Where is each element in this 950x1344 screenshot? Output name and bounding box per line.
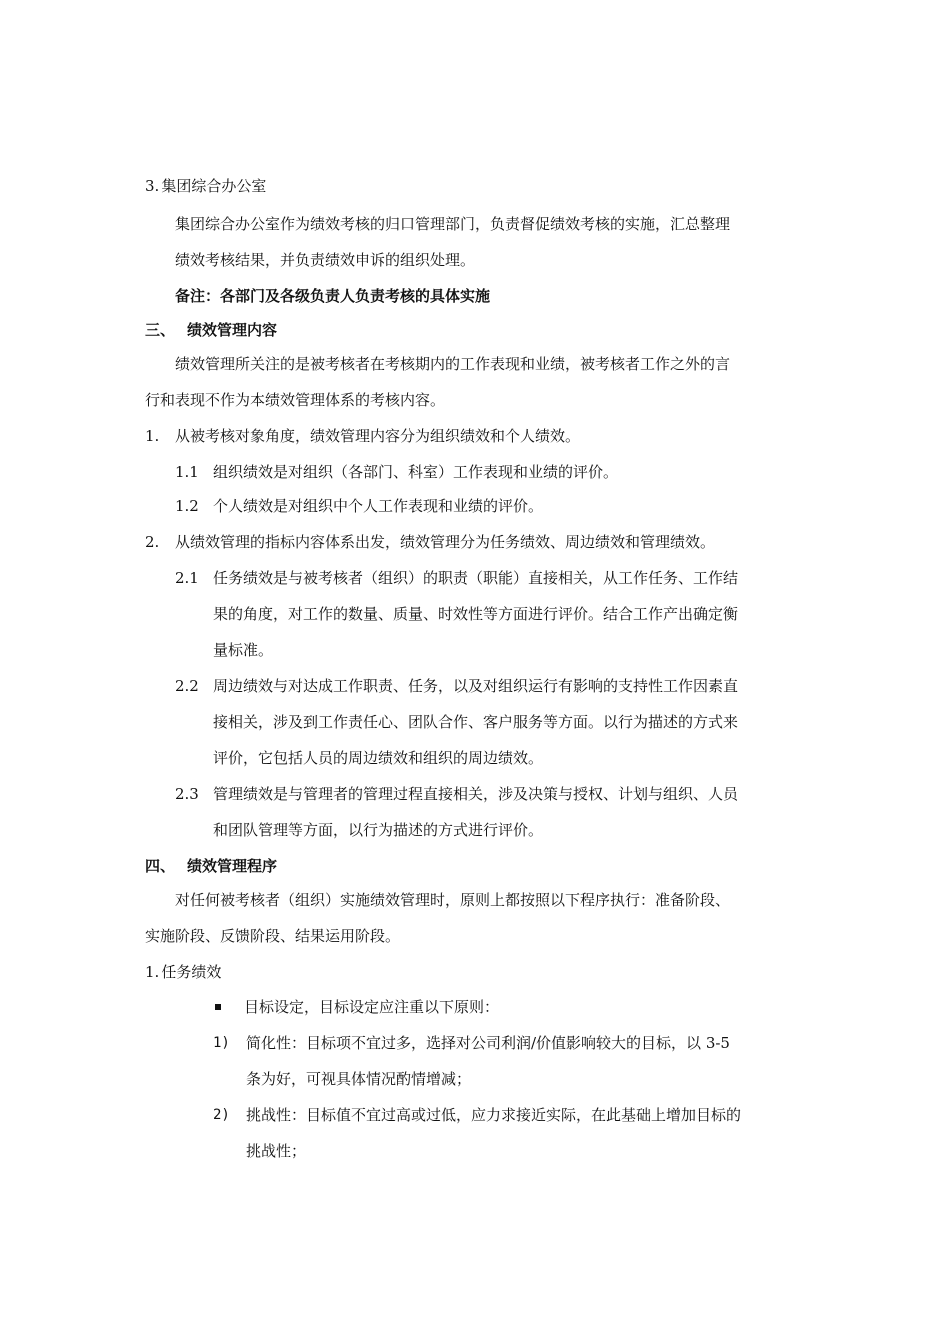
square-bullet-icon <box>215 1004 221 1010</box>
list-item-number: 1. <box>145 427 160 445</box>
sub-item-number: 2.1 <box>175 569 199 587</box>
sub-item-number: 1.2 <box>175 497 199 515</box>
paragraph-line: 对任何被考核者（组织）实施绩效管理时，原则上都按照以下程序执行：准备阶段、 <box>175 891 731 909</box>
heading-number: 四、 <box>145 857 176 875</box>
sub-item-number: 2.3 <box>175 785 199 803</box>
note-text: 备注：各部门及各级负责人负责考核的具体实施 <box>175 287 491 305</box>
list-item-text: 从被考核对象角度，绩效管理内容分为组织绩效和个人绩效。 <box>175 427 581 445</box>
sub-item-number: 1.1 <box>175 463 199 481</box>
sub-item-text: 果的角度，对工作的数量、质量、时效性等方面进行评价。结合工作产出确定衡 <box>213 605 739 623</box>
list-item-text: 从绩效管理的指标内容体系出发，绩效管理分为任务绩效、周边绩效和管理绩效。 <box>175 533 716 551</box>
sub-item-text: 评价，它包括人员的周边绩效和组织的周边绩效。 <box>213 749 544 767</box>
sub-item-text: 周边绩效与对达成工作职责、任务，以及对组织运行有影响的支持性工作因素直 <box>213 677 739 695</box>
principle-text: 简化性：目标项不宜过多，选择对公司利润/价值影响较大的目标，以 3-5 <box>246 1034 730 1052</box>
principle-number: 2) <box>213 1107 230 1123</box>
heading-title: 绩效管理内容 <box>187 321 278 339</box>
heading-number: 三、 <box>145 321 176 339</box>
paragraph-line: 实施阶段、反馈阶段、结果运用阶段。 <box>145 927 401 945</box>
principle-text: 条为好，可视具体情况酌情增减； <box>246 1070 472 1088</box>
sub-item-number: 2.2 <box>175 677 199 695</box>
paragraph-line: 绩效管理所关注的是被考核者在考核期内的工作表现和业绩，被考核者工作之外的言 <box>175 355 731 373</box>
list-item-number: 2. <box>145 533 160 551</box>
paragraph-line: 行和表现不作为本绩效管理体系的考核内容。 <box>145 391 446 409</box>
section-heading-3 <box>145 320 277 340</box>
principle-text: 挑战性； <box>246 1142 307 1160</box>
bullet-text: 目标设定，目标设定应注重以下原则： <box>244 998 500 1016</box>
sub-item-text: 量标准。 <box>213 641 274 659</box>
paragraph-line: 集团综合办公室作为绩效考核的归口管理部门，负责督促绩效考核的实施，汇总整理 <box>175 215 731 233</box>
item-title: 任务绩效 <box>161 963 222 981</box>
sub-item-text: 任务绩效是与被考核者（组织）的职责（职能）直接相关，从工作任务、工作结 <box>213 569 739 587</box>
item-number: 3. <box>145 177 160 195</box>
principle-number: 1) <box>213 1035 230 1051</box>
heading-title: 绩效管理程序 <box>187 857 278 875</box>
sub-item-text: 和团队管理等方面，以行为描述的方式进行评价。 <box>213 821 544 839</box>
section-heading-4 <box>145 856 277 876</box>
section-3-heading <box>145 176 266 196</box>
item-number: 1. <box>145 963 160 981</box>
item-title: 集团综合办公室 <box>161 177 267 195</box>
sub-item-text: 组织绩效是对组织（各部门、科室）工作表现和业绩的评价。 <box>213 463 619 481</box>
paragraph-line: 绩效考核结果，并负责绩效申诉的组织处理。 <box>175 251 476 269</box>
sub-item-text: 接相关，涉及到工作责任心、团队合作、客户服务等方面。以行为描述的方式来 <box>213 713 739 731</box>
sub-item-text: 管理绩效是与管理者的管理过程直接相关，涉及决策与授权、计划与组织、人员 <box>213 785 739 803</box>
principle-text: 挑战性：目标值不宜过高或过低，应力求接近实际，在此基础上增加目标的 <box>246 1106 742 1124</box>
list-item-heading <box>145 962 221 982</box>
sub-item-text: 个人绩效是对组织中个人工作表现和业绩的评价。 <box>213 497 544 515</box>
